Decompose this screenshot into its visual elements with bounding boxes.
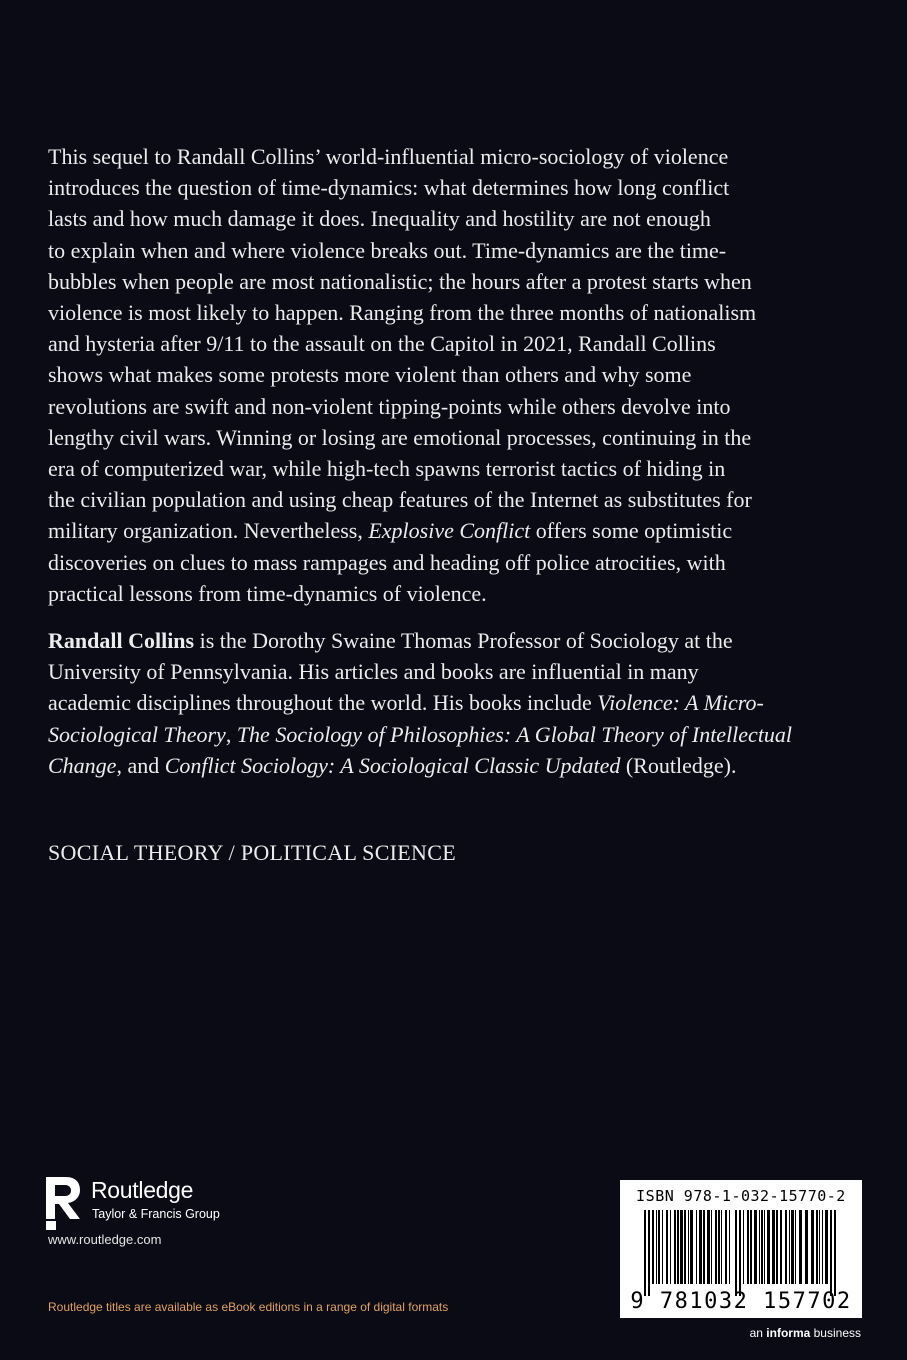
bio-text: academic disciplines throughout the world. His books include — [48, 690, 598, 716]
bio-line: University of Pennsylvania. His articles and books are influential in many — [48, 659, 699, 685]
bio-text: is the Dorothy Swaine Thomas Professor of Sociology at the — [194, 628, 733, 653]
description-line: bubbles when people are most nationalistic; the hours after a protest starts when — [48, 268, 752, 294]
author-name: Randall Collins — [48, 628, 195, 653]
subject-category: SOCIAL THEORY / POLITICAL SCIENCE — [48, 840, 456, 865]
isbn-group-1: 781032 — [659, 1289, 749, 1314]
book-title-italic: The Sociology of Philosophies: A Global Theory of Intellectual — [236, 721, 793, 747]
book-title-italic: Explosive Conflict — [368, 518, 531, 544]
barcode-bar — [754, 1210, 757, 1284]
description-line: and hysteria after 9/11 to the assault on the Capitol in 2021, Randall Collins — [48, 331, 716, 357]
description-text: offers some optimistic — [530, 518, 733, 544]
description-text: military organization. Nevertheless, — [48, 518, 369, 544]
description-line: discoveries on clues to mass rampages and heading off police atrocities, with — [48, 549, 726, 575]
barcode-bar — [652, 1210, 654, 1284]
publisher-logo-block — [44, 1175, 304, 1235]
barcode-bar — [725, 1210, 727, 1284]
barcode-bar — [780, 1210, 782, 1284]
description-line: introduces the question of time-dynamics: what determines how long conflict — [48, 175, 730, 201]
barcode-bar — [785, 1210, 787, 1284]
barcode-bar — [772, 1210, 775, 1284]
description-line: shows what makes some protests more violent than others and why some — [48, 362, 692, 388]
informa-prefix: an — [749, 1326, 767, 1340]
description-line: violence is most likely to happen. Ranging from the three months of nationalism — [48, 300, 757, 326]
bio-line — [48, 625, 863, 656]
barcode-bar — [711, 1210, 712, 1284]
barcode-bar — [699, 1210, 702, 1284]
barcode-bar — [811, 1210, 814, 1284]
barcode-bar — [680, 1210, 683, 1284]
barcode-bar — [696, 1210, 697, 1284]
barcode-bar — [662, 1210, 663, 1284]
barcode-bar — [707, 1210, 710, 1284]
bio-text: (Routledge). — [620, 752, 737, 778]
informa-tagline — [750, 1326, 861, 1340]
barcode-bar — [743, 1210, 744, 1284]
isbn-first-digit: 9 — [630, 1289, 646, 1314]
description-line: This sequel to Randall Collins’ world-influential micro-sociology of violence — [48, 144, 729, 169]
barcode-bar — [747, 1210, 749, 1284]
bio-line — [48, 719, 863, 750]
barcode-bar — [721, 1210, 722, 1284]
description-line: lengthy civil wars. Winning or losing are emotional processes, continuing in the — [48, 424, 752, 450]
informa-brand: informa — [766, 1326, 811, 1340]
barcode-bar — [666, 1210, 668, 1284]
ebook-note: Routledge titles are available as eBook editions in a range of digital formats — [48, 1300, 449, 1314]
barcode-bar — [648, 1210, 650, 1296]
barcode-bar — [658, 1210, 660, 1284]
description-line — [48, 515, 863, 546]
isbn-digits — [620, 1289, 862, 1314]
routledge-logo-icon — [44, 1175, 84, 1231]
informa-suffix: business — [810, 1326, 861, 1340]
book-title-italic: Violence: A Micro- — [597, 690, 764, 716]
barcode-bar — [750, 1210, 752, 1284]
barcode-bar — [795, 1210, 796, 1284]
barcode-bar — [688, 1210, 689, 1284]
publisher-url: www.routledge.com — [48, 1232, 162, 1247]
barcode-bar — [819, 1210, 820, 1284]
publisher-name: Routledge — [91, 1177, 194, 1203]
book-title-italic: Conflict Sociology: A Sociological Classic Updated — [164, 752, 621, 778]
barcode-bar — [735, 1210, 737, 1296]
author-bio — [48, 625, 863, 781]
isbn-label: ISBN 978-1-032-15770-2 — [636, 1187, 846, 1205]
book-description — [48, 141, 863, 609]
barcode-bar — [739, 1210, 741, 1296]
barcode-bar — [715, 1210, 717, 1284]
isbn-barcode — [620, 1180, 862, 1318]
description-line: revolutions are swift and non-violent tipping-points while others devolve into — [48, 393, 731, 419]
barcode-bar — [830, 1210, 832, 1296]
barcode-bar — [834, 1210, 836, 1296]
barcode-bar — [729, 1210, 730, 1284]
barcode-bar — [816, 1210, 818, 1284]
barcode-bar — [776, 1210, 778, 1284]
barcode-bar — [644, 1210, 646, 1296]
barcode-bar — [656, 1210, 657, 1284]
book-title-italic: Sociological Theory — [48, 721, 226, 747]
barcode-bar — [822, 1210, 823, 1284]
barcode-bar — [690, 1210, 693, 1284]
barcode-bar — [674, 1210, 676, 1284]
barcode-bar — [759, 1210, 760, 1284]
barcode-bar — [799, 1210, 802, 1284]
barcode-bars — [630, 1210, 852, 1296]
bio-text: , — [225, 721, 237, 747]
barcode-bar — [684, 1210, 686, 1284]
description-line: to explain when and where violence breaks out. Time-dynamics are the time- — [48, 237, 727, 263]
bio-text: , and — [116, 752, 165, 778]
barcode-bar — [825, 1210, 828, 1284]
barcode-bar — [789, 1210, 790, 1284]
barcode-bar — [703, 1210, 705, 1284]
barcode-bar — [791, 1210, 794, 1284]
barcode-bar — [767, 1210, 770, 1284]
barcode-bar — [761, 1210, 763, 1284]
barcode-bar — [805, 1210, 808, 1284]
description-line: era of computerized war, while high-tech spawns terrorist tactics of hiding in — [48, 456, 726, 482]
barcode-bar — [764, 1210, 765, 1284]
book-title-italic: Change — [48, 752, 117, 778]
barcode-bar — [670, 1210, 671, 1284]
description-line: the civilian population and using cheap features of the Internet as substitutes for — [48, 487, 752, 513]
publisher-group: Taylor & Francis Group — [92, 1207, 220, 1221]
barcode-bar — [677, 1210, 679, 1284]
barcode-bar — [718, 1210, 720, 1284]
bio-line — [48, 687, 863, 718]
description-line: lasts and how much damage it does. Inequality and hostility are not enough — [48, 206, 711, 232]
isbn-group-2: 157702 — [763, 1289, 852, 1314]
bio-line — [48, 750, 863, 781]
description-line: practical lessons from time-dynamics of violence. — [48, 580, 487, 606]
